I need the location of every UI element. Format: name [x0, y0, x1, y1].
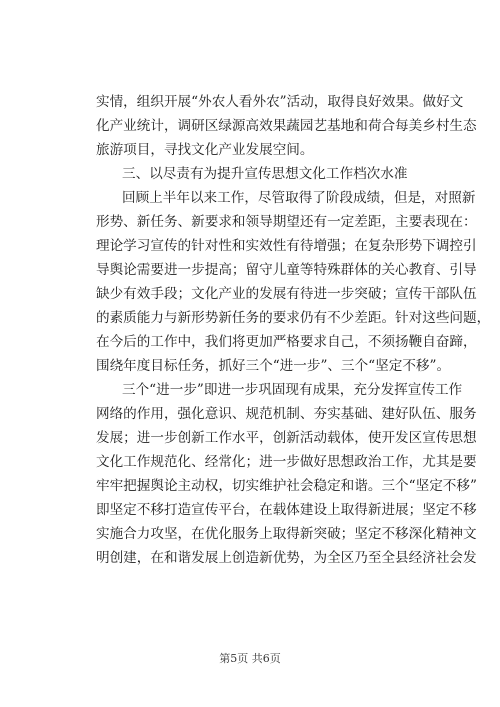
text-line: 牢牢把握舆论主动权，切实维护社会稳定和谐。三个“坚定不移”	[96, 478, 477, 494]
text-line: 发展；进一步创新工作水平，创新活动载体，使开发区宣传思想	[96, 430, 477, 446]
text-line: 的素质能力与新形势新任务的要求仍有不少差距。针对这些问题，	[96, 310, 491, 326]
body-text	[96, 90, 491, 570]
text-line: 在今后的工作中，我们将更加严格要求自己，不须扬鞭自奋蹄，	[96, 334, 477, 350]
text-line: 化产业统计，调研区绿源高效果蔬园艺基地和荷合每美乡村生态	[96, 118, 477, 134]
text-line: 网络的作用，强化意识、规范机制、夯实基础、建好队伍、服务	[96, 406, 477, 422]
text-line: 形势、新任务、新要求和领导期望还有一定差距，主要表现在：	[96, 214, 477, 230]
text-line: 实情，组织开展“外农人看外农”活动，取得良好效果。做好文	[96, 94, 464, 110]
page-number-footer: 第5页 共6页	[219, 652, 281, 665]
text-line: 回顾上半年以来工作，尽管取得了阶段成绩，但是，对照新	[122, 190, 476, 206]
section-heading: 三、以尽责有为提升宣传思想文化工作档次水准	[122, 166, 408, 182]
text-line: 实施合力攻坚，在优化服务上取得新突破；坚定不移深化精神文	[96, 526, 477, 542]
text-line: 围绕年度目标任务，抓好三个“进一步”、三个“坚定不移”。	[96, 358, 451, 374]
text-line: 明创建，在和谐发展上创造新优势，为全区乃至全县经济社会发	[96, 550, 477, 566]
text-line: 导舆论需要进一步提高；留守儿童等特殊群体的关心教育、引导	[96, 262, 477, 278]
text-line: 缺少有效手段；文化产业的发展有待进一步突破；宣传干部队伍	[96, 286, 477, 302]
text-line: 即坚定不移打造宣传平台，在载体建设上取得新进展；坚定不移	[96, 502, 477, 518]
text-line: 三个“进一步”即进一步巩固现有成果，充分发挥宣传工作	[122, 382, 463, 398]
text-line: 旅游项目，寻找文化产业发展空间。	[96, 142, 314, 158]
text-line: 理论学习宣传的针对性和实效性有待增强；在复杂形势下调控引	[96, 238, 477, 254]
text-line: 文化工作规范化、经常化；进一步做好思想政治工作，尤其是要	[96, 454, 477, 470]
